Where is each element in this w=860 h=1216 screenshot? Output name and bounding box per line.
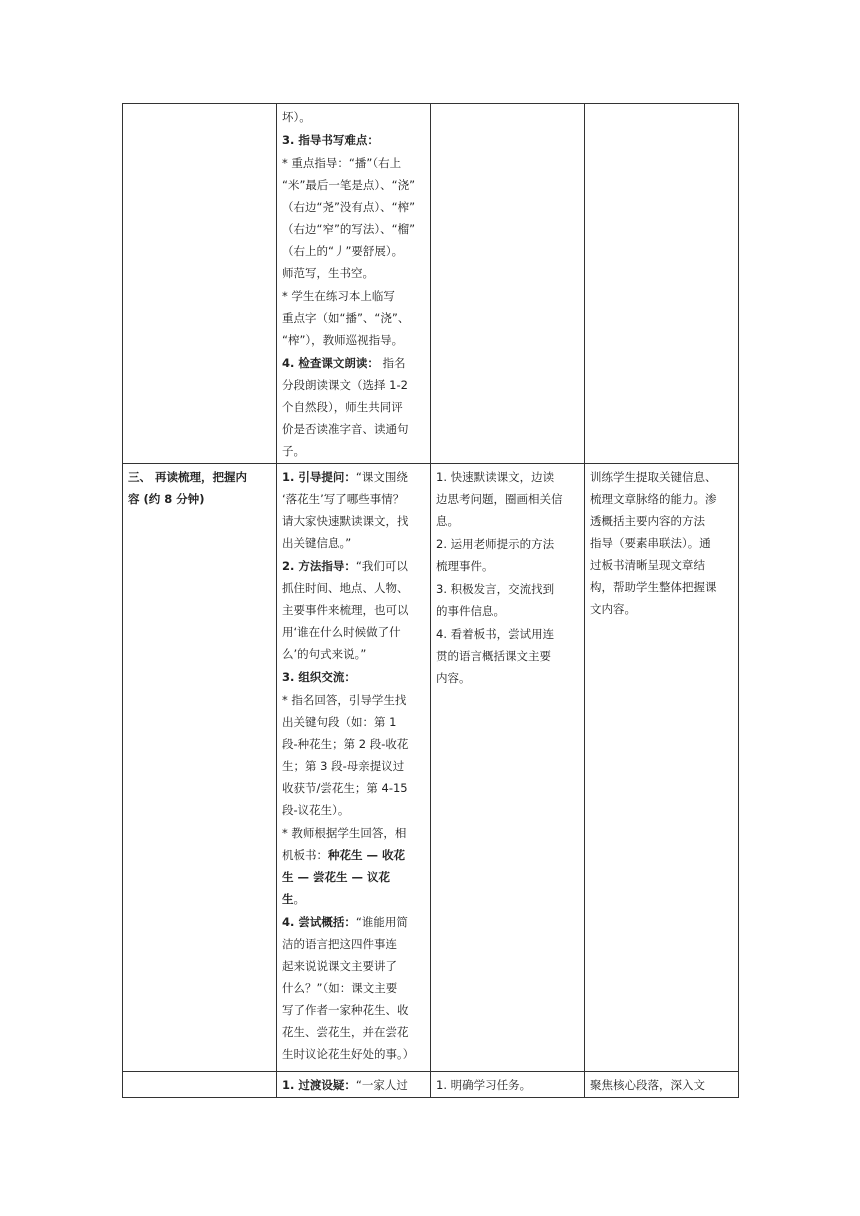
- student-paragraph: 1. 明确学习任务。: [436, 1078, 532, 1092]
- teacher-paragraph: 4. 检查课文朗读： 指名 分段朗读课文（选择 1-2 个自然段），师生共同评 价是否读准字音、读通句 子。: [282, 356, 409, 458]
- teacher-paragraph: 1. 过渡设疑：“一家人过: [282, 1078, 408, 1092]
- teacher-paragraph: 3. 组织交流：: [282, 670, 356, 684]
- intent-paragraph: 训练学生提取关键信息、 梳理文章脉络的能力。渗 透概括主要内容的方法 指导（要素串联法）。通 过板书清晰呈现文章结 构，帮助学生整体把握课 文内容。: [590, 470, 717, 616]
- teacher-paragraph: 坏）。: [282, 110, 311, 124]
- stage-cell: 三、 再读梳理，把握内 容 (约 8 分钟): [123, 464, 277, 1072]
- teacher-activity-cell: [277, 1072, 431, 1098]
- teacher-activity-cell: [277, 104, 431, 464]
- lesson-plan-table: [122, 103, 739, 1098]
- student-paragraph: 3. 积极发言，交流找到 的事件信息。: [436, 582, 555, 618]
- stage-cell: [123, 104, 277, 464]
- teacher-paragraph: * 重点指导：“播”（右上 “米”最后一笔是点）、“浇” （右边“尧”没有点）、“榨” （右边“窄”的写法）、“榴” （右上的“丿”要舒展）。 师范写，生书空。: [282, 156, 416, 280]
- teacher-paragraph: * 学生在练习本上临写 重点字（如“播”、“浇”、 “榨”），教师巡视指导。: [282, 289, 410, 347]
- teacher-paragraph: * 指名回答，引导学生找 出关键句段（如：第 1 段-种花生；第 2 段-收花 生；第 3 段-母亲提议过 收获节/尝花生；第 4-15 段-议花生）。: [282, 693, 409, 817]
- teacher-paragraph: * 教师根据学生回答，相 机板书：种花生 — 收花 生 — 尝花生 — 议花 生。: [282, 826, 407, 906]
- student-activity-cell: [431, 104, 585, 464]
- student-paragraph: 1. 快速默读课文，边读 边思考问题，圈画相关信 息。: [436, 470, 563, 528]
- teacher-activity-cell: [277, 464, 431, 1072]
- teacher-paragraph: 2. 方法指导：“我们可以 抓住时间、地点、人物、 主要事件来梳理，也可以 用‘谁在什么时候做了什 么’的句式来说。”: [282, 559, 409, 661]
- student-activity-cell: [431, 1072, 585, 1098]
- design-intent-cell: [585, 1072, 739, 1098]
- design-intent-cell: [585, 104, 739, 464]
- stage-cell: [123, 1072, 277, 1098]
- teacher-paragraph: 1. 引导提问：“课文围绕 ‘落花生’写了哪些事情？ 请大家快速默读课文，找 出关键信息。”: [282, 470, 409, 550]
- student-paragraph: 4. 看着板书，尝试用连 贯的语言概括课文主要 内容。: [436, 627, 555, 685]
- design-intent-cell: [585, 464, 739, 1072]
- intent-paragraph: 聚焦核心段落，深入文: [590, 1078, 705, 1092]
- student-activity-cell: [431, 464, 585, 1072]
- table-row: [123, 1072, 739, 1098]
- teacher-paragraph: 4. 尝试概括：“谁能用简 洁的语言把这四件事连 起来说说课文主要讲了 什么？”（如：课文主要 写了作者一家种花生、收 花生、尝花生，并在尝花 生时议论花生好处的事。）: [282, 915, 415, 1061]
- student-paragraph: 2. 运用老师提示的方法 梳理事件。: [436, 537, 555, 573]
- table-row: [123, 464, 739, 1072]
- table-row: [123, 104, 739, 464]
- teacher-paragraph: 3. 指导书写难点：: [282, 133, 379, 147]
